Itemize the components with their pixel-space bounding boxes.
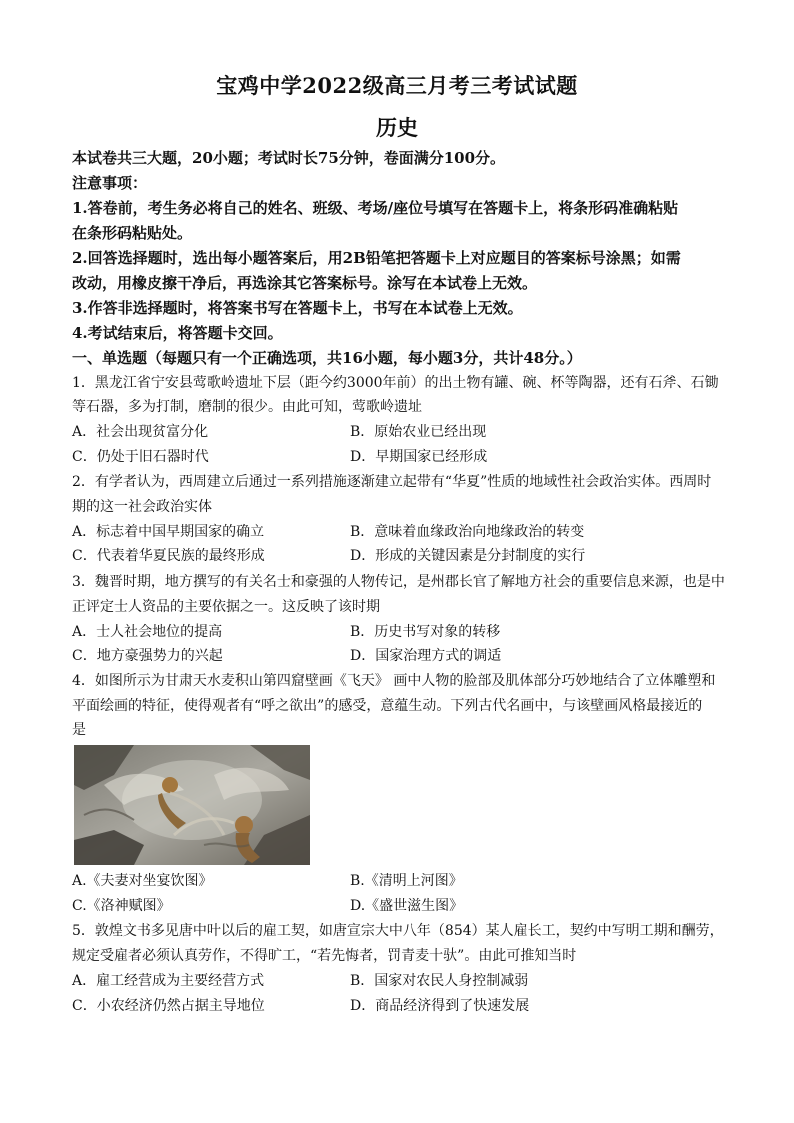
notice-item-1-cont: 在条形码粘贴处。	[72, 224, 193, 242]
subject-title: 历史	[376, 115, 418, 140]
question-4-option-d: D.《盛世滋生图》	[350, 898, 464, 914]
question-5-option-b: B．国家对农民人身控制减弱	[350, 973, 529, 989]
exam-intro: 本试卷共三大题，20小题；考试时长75分钟，卷面满分100分。	[72, 149, 506, 167]
question-5-option-a: A．雇工经营成为主要经营方式	[72, 973, 265, 989]
question-4-option-a: A.《夫妻对坐宴饮图》	[72, 873, 213, 889]
question-2-option-c: C．代表着华夏民族的最终形成	[72, 548, 265, 564]
question-5-option-d: D．商品经济得到了快速发展	[350, 998, 530, 1014]
notice-item-4: 4.考试结束后，将答题卡交回。	[72, 324, 283, 342]
notice-item-3: 3.作答非选择题时，将答案书写在答题卡上，书写在本试卷上无效。	[72, 299, 523, 317]
fresco-image	[74, 745, 310, 865]
question-2-stem-cont: 期的这一社会政治实体	[72, 499, 212, 515]
question-3-option-c: C．地方豪强势力的兴起	[72, 648, 223, 664]
question-1-option-a: A．社会出现贫富分化	[72, 424, 209, 440]
question-1-option-c: C．仍处于旧石器时代	[72, 449, 209, 465]
question-4-option-b: B.《清明上河图》	[350, 873, 463, 889]
question-5-stem: 5．敦煌文书多见唐中叶以后的雇工契，如唐宣宗大中八年（854）某人雇长工，契约中写明工期和酬劳，	[72, 923, 724, 939]
question-1-option-b: B．原始农业已经出现	[350, 424, 487, 440]
question-1-stem-cont: 等石器，多为打制，磨制的很少。由此可知，莺歌岭遗址	[72, 399, 422, 415]
question-1-option-d: D．早期国家已经形成	[350, 449, 488, 465]
question-3-option-d: D．国家治理方式的调适	[350, 648, 502, 664]
question-4-option-c: C.《洛神赋图》	[72, 898, 171, 914]
question-3-option-b: B．历史书写对象的转移	[350, 624, 501, 640]
question-2-option-a: A．标志着中国早期国家的确立	[72, 524, 265, 540]
question-3-stem: 3．魏晋时期，地方撰写的有关名士和豪强的人物传记，是州郡长官了解地方社会的重要信息来源，也是中	[72, 574, 725, 590]
notice-item-2-cont: 改动，用橡皮擦干净后，再选涂其它答案标号。涂写在本试卷上无效。	[72, 274, 538, 292]
question-4-stem-cont: 平面绘画的特征，使得观者有“呼之欲出”的感受，意蕴生动。下列古代名画中，与该壁画风格最接近的	[72, 698, 703, 714]
question-2-option-d: D．形成的关键因素是分封制度的实行	[350, 548, 586, 564]
question-5-stem-cont: 规定受雇者必须认真劳作，不得旷工，“若先悔者，罚青麦十驮”。由此可推知当时	[72, 948, 577, 964]
exam-title: 宝鸡中学2022级高三月考三考试试题	[216, 73, 578, 98]
question-3-stem-cont: 正评定士人资品的主要依据之一。这反映了该时期	[72, 599, 380, 615]
question-4-stem-end: 是	[72, 722, 86, 738]
question-5-option-c: C．小农经济仍然占据主导地位	[72, 998, 265, 1014]
question-1-stem: 1．黑龙江省宁安县莺歌岭遗址下层（距今约3000年前）的出土物有罐、碗、杯等陶器，还有石斧、石锄	[72, 375, 719, 391]
question-2-option-b: B．意味着血缘政治向地缘政治的转变	[350, 524, 585, 540]
question-2-stem: 2．有学者认为，西周建立后通过一系列措施逐渐建立起带有“华夏”性质的地域性社会政治实体。西周时	[72, 474, 712, 490]
notice-item-1: 1.答卷前，考生务必将自己的姓名、班级、考场/座位号填写在答题卡上，将条形码准确粘贴	[72, 199, 679, 217]
question-4-stem: 4．如图所示为甘肃天水麦积山第四窟壁画《飞天》 画中人物的脸部及肌体部分巧妙地结合了立体雕塑和	[72, 673, 716, 689]
notice-title: 注意事项：	[72, 174, 148, 192]
question-3-option-a: A．士人社会地位的提高	[72, 624, 223, 640]
section-heading: 一、单选题（每题只有一个正确选项，共16小题，每小题3分，共计48分。）	[72, 349, 582, 367]
notice-item-2: 2.回答选择题时，选出每小题答案后，用2B铅笔把答题卡上对应题目的答案标号涂黑；如需	[72, 249, 681, 267]
